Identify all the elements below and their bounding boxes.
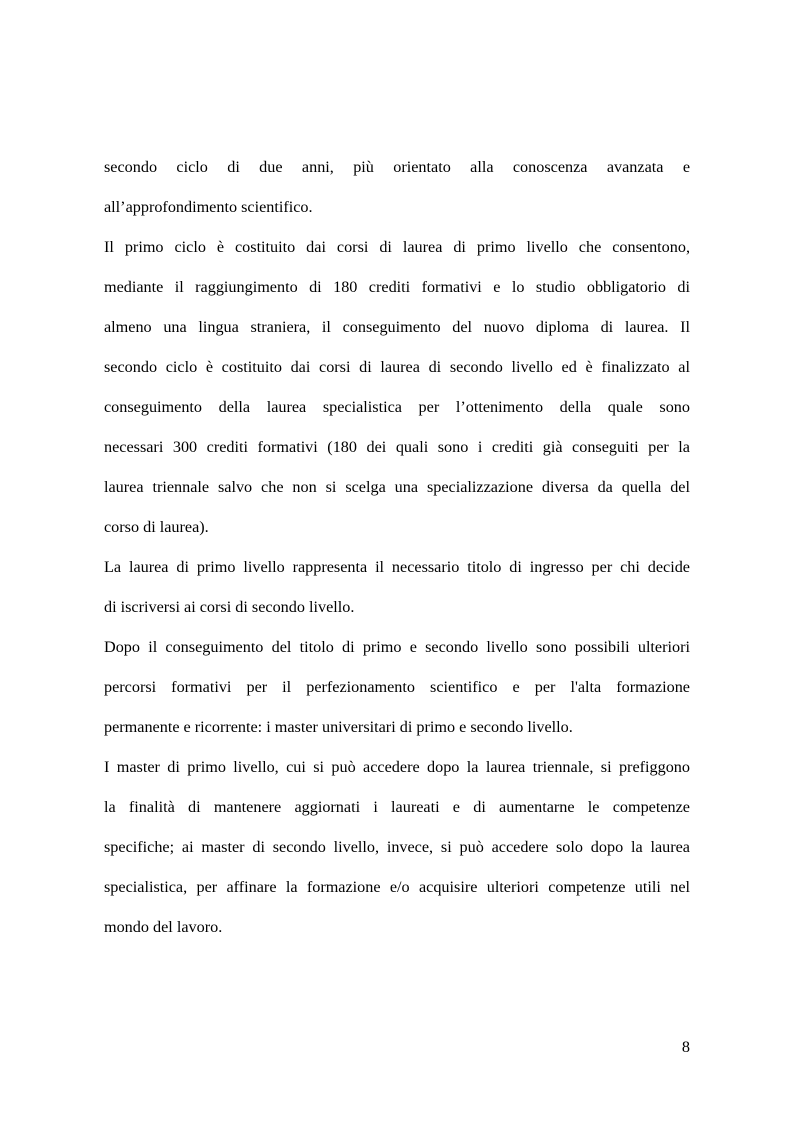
text-line: mediante il raggiungimento di 180 crediti formativi e lo studio obbligatorio di bbox=[104, 278, 690, 296]
text-line: Il primo ciclo è costituito dai corsi di laurea di primo livello che consentono, bbox=[104, 238, 690, 256]
text-line: permanente e ricorrente: i master universitari di primo e secondo livello. bbox=[104, 718, 573, 736]
paragraph bbox=[104, 230, 690, 550]
text-line: corso di laurea). bbox=[104, 518, 209, 536]
text-line: secondo ciclo di due anni, più orientato alla conoscenza avanzata e bbox=[104, 158, 690, 176]
paragraph bbox=[104, 750, 690, 950]
text-line: mondo del lavoro. bbox=[104, 918, 223, 936]
text-line: I master di primo livello, cui si può accedere dopo la laurea triennale, si prefiggono bbox=[104, 758, 690, 776]
page-number: 8 bbox=[681, 1038, 690, 1056]
paragraph bbox=[104, 630, 690, 750]
paragraph bbox=[104, 150, 690, 230]
text-line: almeno una lingua straniera, il conseguimento del nuovo diploma di laurea. Il bbox=[104, 318, 690, 336]
text-line: all’approfondimento scientifico. bbox=[104, 198, 313, 216]
text-line: La laurea di primo livello rappresenta il necessario titolo di ingresso per chi decide bbox=[104, 558, 690, 576]
text-line: secondo ciclo è costituito dai corsi di laurea di secondo livello ed è finalizzato al bbox=[104, 358, 690, 376]
paragraph bbox=[104, 550, 690, 630]
text-line: percorsi formativi per il perfezionamento scientifico e per l'alta formazione bbox=[104, 678, 690, 696]
text-line: di iscriversi ai corsi di secondo livello. bbox=[104, 598, 355, 616]
text-line: la finalità di mantenere aggiornati i laureati e di aumentarne le competenze bbox=[104, 798, 690, 816]
document-body bbox=[104, 150, 690, 950]
text-line: laurea triennale salvo che non si scelga una specializzazione diversa da quella del bbox=[104, 478, 690, 496]
text-line: necessari 300 crediti formativi (180 dei quali sono i crediti già conseguiti per la bbox=[104, 438, 690, 456]
text-line: specifiche; ai master di secondo livello, invece, si può accedere solo dopo la laurea bbox=[104, 838, 690, 856]
text-line: specialistica, per affinare la formazione e/o acquisire ulteriori competenze utili nel bbox=[104, 878, 690, 896]
text-line: conseguimento della laurea specialistica per l’ottenimento della quale sono bbox=[104, 398, 690, 416]
text-line: Dopo il conseguimento del titolo di primo e secondo livello sono possibili ulteriori bbox=[104, 638, 690, 656]
